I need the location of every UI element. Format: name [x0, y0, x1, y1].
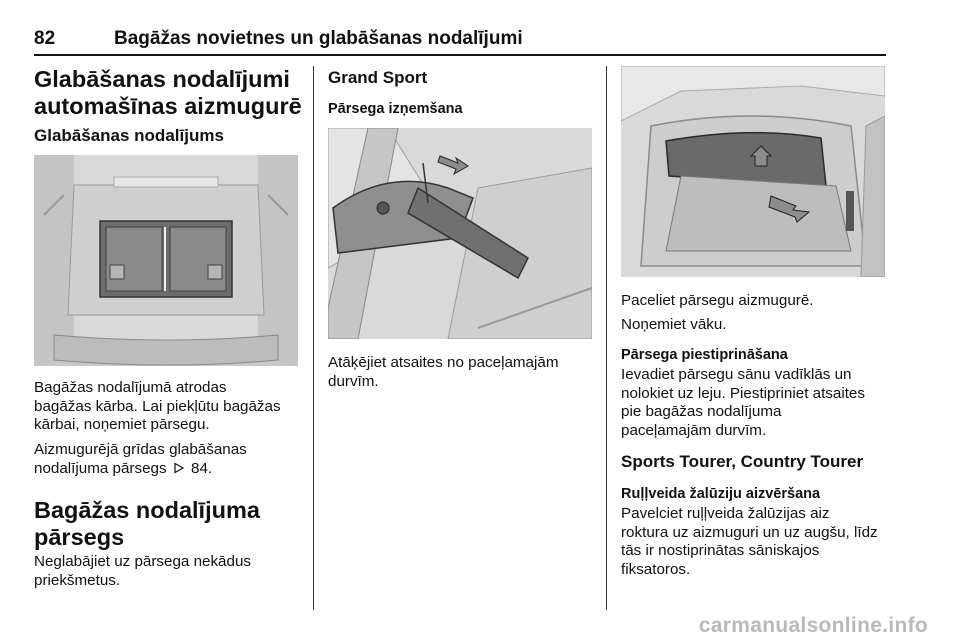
section-heading-line2: automašīnas aizmugurē: [34, 93, 302, 119]
body-text-line: fiksatoros.: [621, 560, 691, 578]
model-heading: Sports Tourer, Country Tourer: [621, 452, 864, 471]
storage-compartment-illustration: [34, 155, 298, 366]
page-number: 82: [34, 28, 56, 49]
body-text-line-with-reference: [34, 460, 212, 479]
body-text-line: durvīm.: [328, 372, 379, 390]
body-text-line: Bagāžas nodalījumā atrodas: [34, 379, 227, 396]
cover-removal-illustration: [328, 128, 592, 339]
section-heading-line2: pārsegs: [34, 524, 125, 550]
body-text-line: Neglabājiet uz pārsega nekādus: [34, 553, 251, 570]
site-watermark: carmanualsonline.info: [698, 614, 928, 637]
body-text-line: Paceliet pārsegu aizmugurē.: [621, 292, 814, 309]
subsection-heading: Pārsega izņemšana: [328, 101, 463, 117]
body-text-line: kārbai, noņemiet pārsegu.: [34, 416, 210, 433]
body-text-line: nolokiet uz leju. Piestipriniet atsaites: [621, 384, 865, 402]
section-heading-line1: Glabāšanas nodalījumi: [34, 66, 290, 92]
body-text-line: Aizmugurējā grīdas glabāšanas: [34, 441, 247, 458]
body-text-line: paceļamajām durvīm.: [621, 421, 767, 439]
body-text-line: Atāķējiet atsaites no paceļamajām: [328, 354, 559, 371]
header-divider: [34, 54, 886, 56]
page-header-title: Bagāžas novietnes un glabāšanas nodalījumi: [114, 28, 523, 49]
body-text-line: pie bagāžas nodalījuma: [621, 403, 782, 420]
subsection-heading: Ruļļveida žalūziju aizvēršana: [621, 486, 821, 502]
body-text-line: priekšmetus.: [34, 571, 121, 589]
column-divider-1: [313, 66, 314, 610]
cover-lift-illustration: [621, 66, 885, 277]
body-text-line: Ievadiet pārsegu sānu vadīklās un: [621, 366, 852, 383]
body-text-line: tās ir nostiprinātas sāniskajos: [621, 542, 820, 559]
body-text-line: Pavelciet ruļļveida žalūzijas aiz: [621, 505, 830, 522]
column-divider-2: [606, 66, 607, 610]
section-heading-line1: Bagāžas nodalījuma: [34, 497, 260, 523]
model-heading: Grand Sport: [328, 68, 428, 87]
reference-arrow-icon[interactable]: [173, 461, 185, 473]
body-text-line: roktura uz aizmuguri un uz augšu, līdz: [621, 523, 878, 541]
subsection-heading: Glabāšanas nodalījums: [34, 126, 224, 145]
body-text-fragment: nodalījuma pārsegs: [34, 459, 167, 477]
page-reference-link[interactable]: 84.: [191, 459, 213, 477]
subsection-heading: Pārsega piestiprināšana: [621, 347, 788, 363]
body-text-line: bagāžas kārba. Lai piekļūtu bagāžas: [34, 397, 281, 415]
body-text-line: Noņemiet vāku.: [621, 316, 727, 333]
